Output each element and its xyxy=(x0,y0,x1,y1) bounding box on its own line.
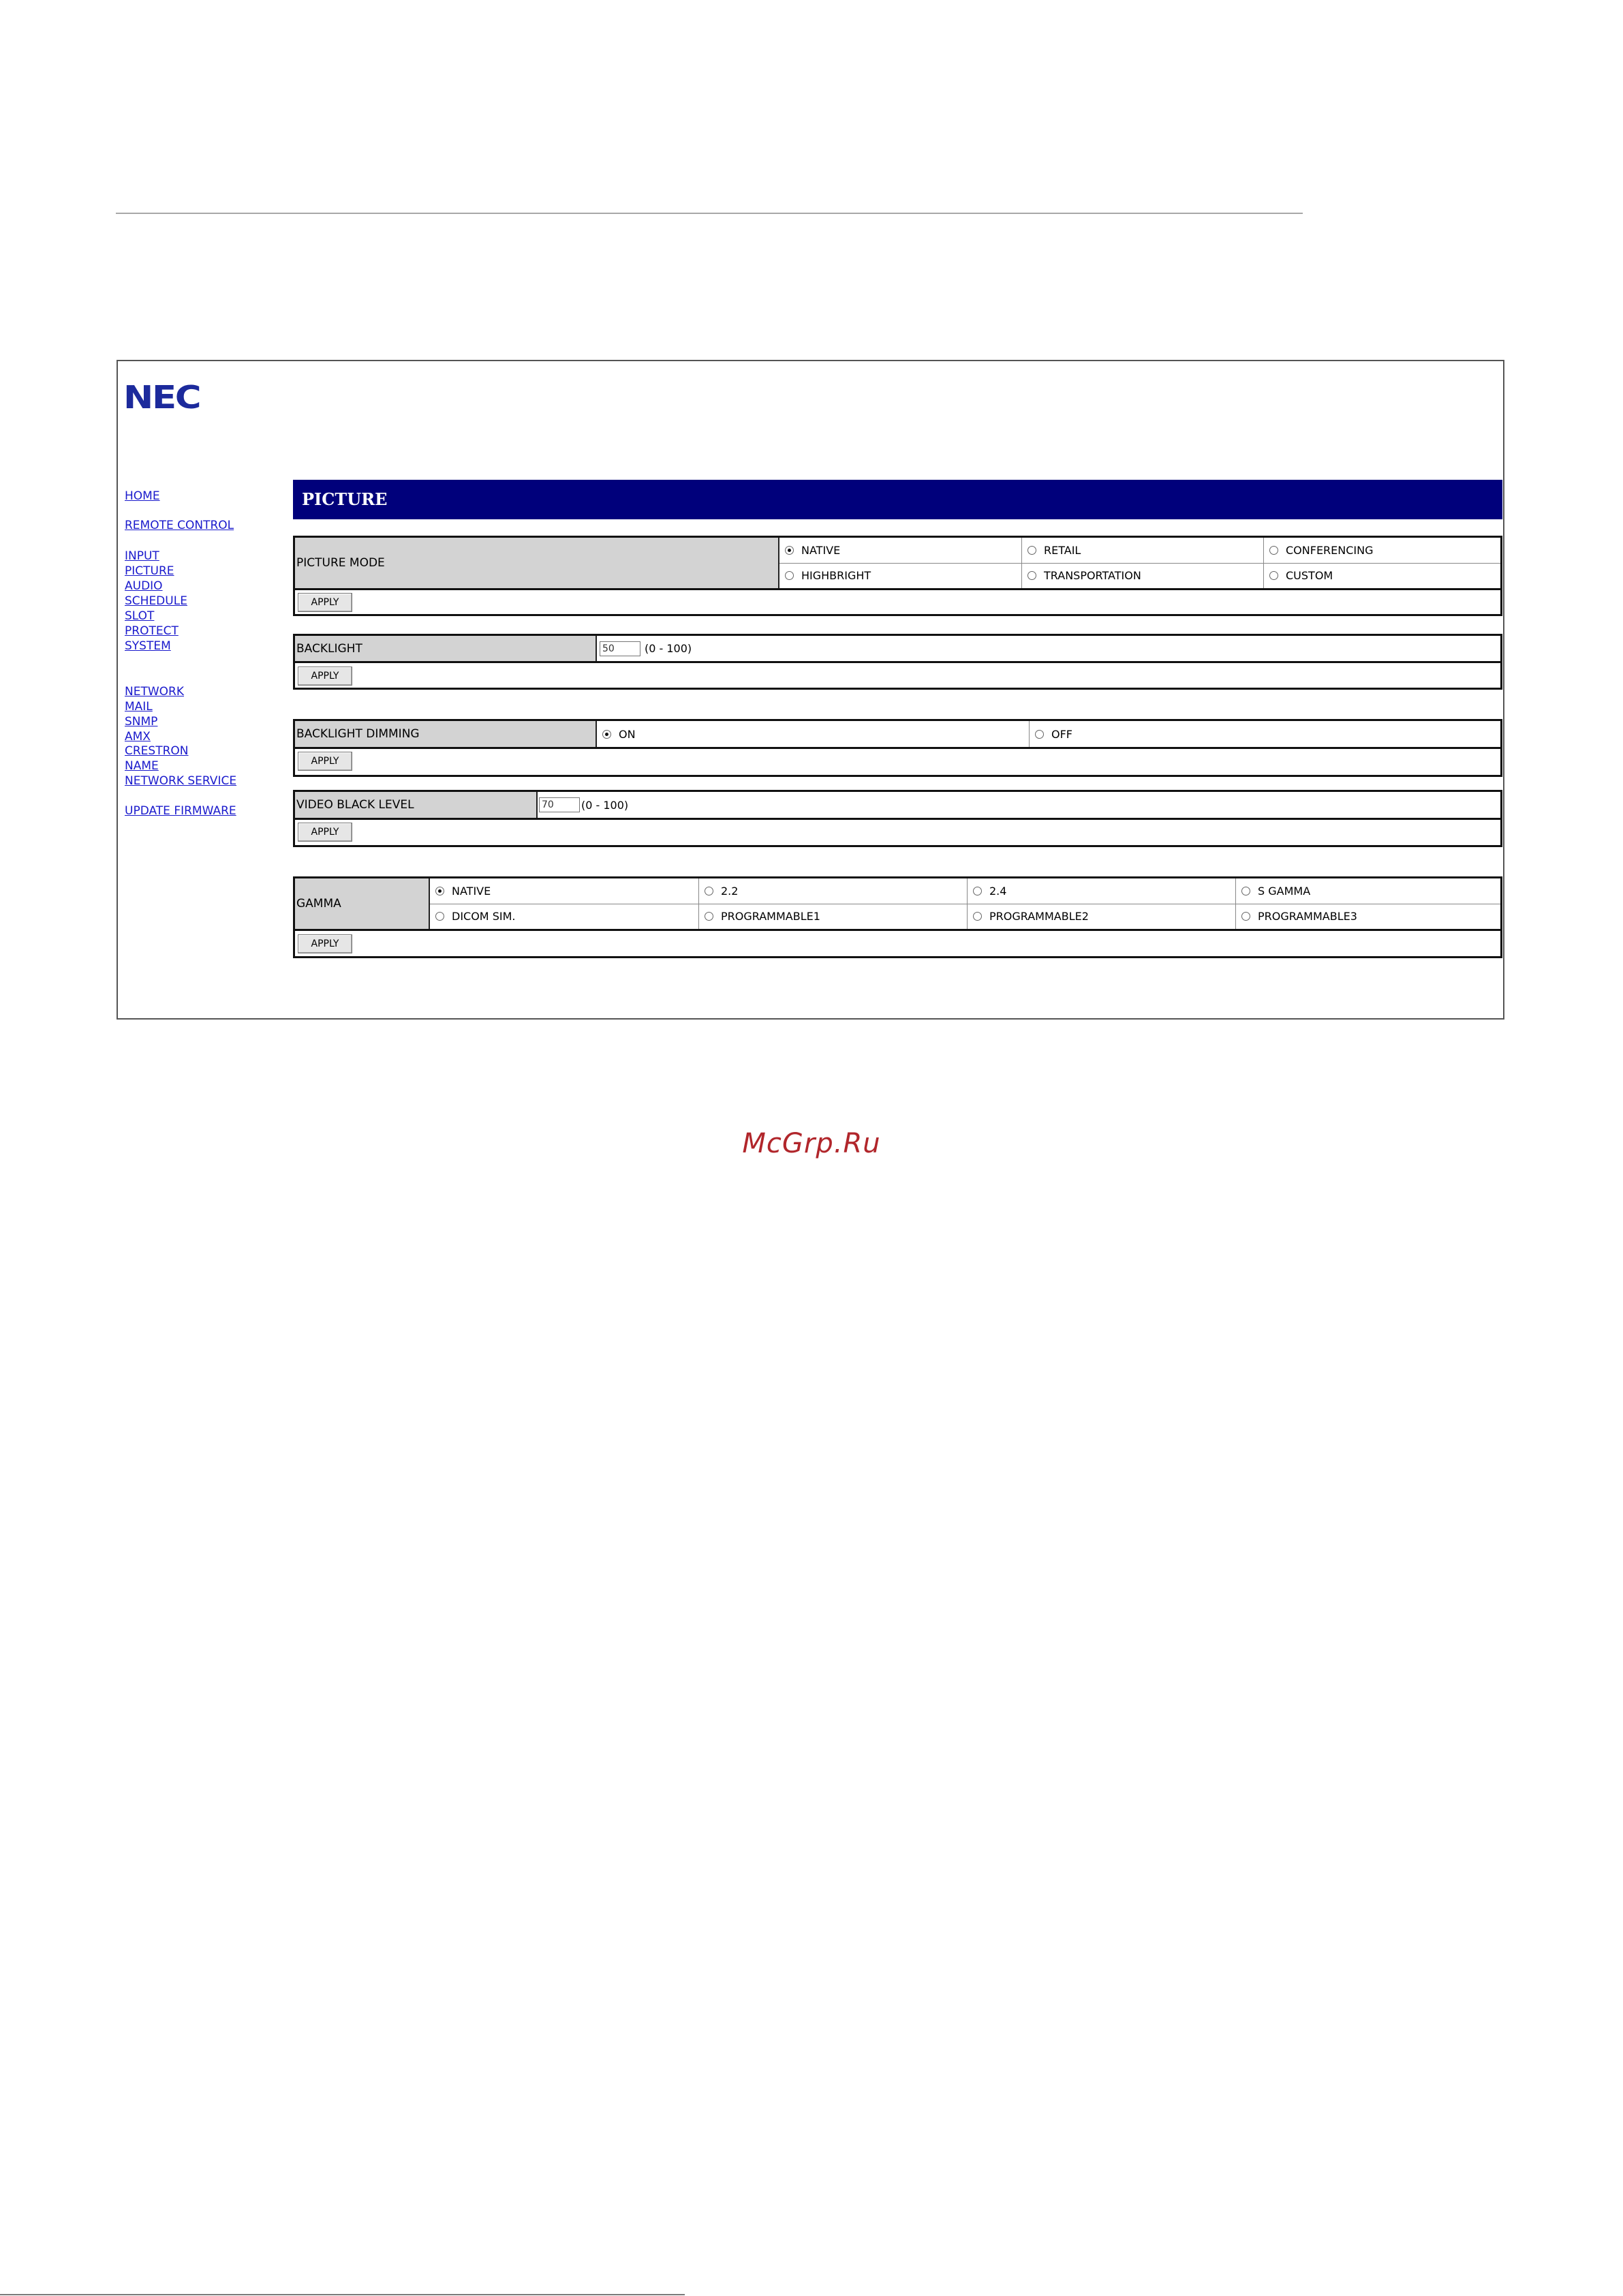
picture-mode-option-retail[interactable]: RETAIL xyxy=(1021,538,1263,563)
gamma-option-programmable3[interactable]: PROGRAMMABLE3 xyxy=(1235,904,1500,929)
backlight-range: (0 - 100) xyxy=(645,642,692,655)
backlight-value-cell xyxy=(597,636,1500,661)
nav-link-home[interactable]: HOME xyxy=(125,489,160,503)
picture-mode-label: PICTURE MODE xyxy=(295,538,779,588)
backlight-dimming-option-off[interactable]: OFF xyxy=(1029,721,1500,747)
video-black-level-apply-button[interactable]: APPLY xyxy=(298,823,352,842)
browser-frame xyxy=(117,360,1504,1020)
nav-link-input[interactable]: INPUT xyxy=(125,549,159,563)
radio-icon[interactable] xyxy=(973,887,982,896)
gamma-option-native[interactable]: NATIVE xyxy=(430,878,698,904)
radio-icon[interactable] xyxy=(785,571,794,580)
radio-icon[interactable] xyxy=(1241,887,1250,896)
picture-mode-option-custom[interactable]: CUSTOM xyxy=(1263,563,1500,588)
top-divider xyxy=(116,213,1303,214)
radio-icon[interactable] xyxy=(973,912,982,921)
video-black-level-section xyxy=(293,790,1502,847)
gamma-section xyxy=(293,876,1502,958)
nav-link-system[interactable]: SYSTEM xyxy=(125,639,171,653)
gamma-option-s-gamma[interactable]: S GAMMA xyxy=(1235,878,1500,904)
gamma-option-dicom-sim[interactable]: DICOM SIM. xyxy=(430,904,698,929)
video-black-level-input[interactable]: 70 xyxy=(539,797,580,812)
nec-logo: NEC xyxy=(123,379,200,416)
backlight-dimming-section xyxy=(293,719,1502,777)
gamma-option-2-4[interactable]: 2.4 xyxy=(967,878,1235,904)
picture-mode-option-transportation[interactable]: TRANSPORTATION xyxy=(1021,563,1263,588)
page-title: PICTURE xyxy=(293,480,1502,519)
backlight-dimming-option-on[interactable]: ON xyxy=(597,721,1029,747)
backlight-dimming-apply-button[interactable]: APPLY xyxy=(298,752,352,771)
backlight-section xyxy=(293,634,1502,690)
nav-link-network-service[interactable]: NETWORK SERVICE xyxy=(125,774,237,788)
nav-link-remote-control[interactable]: REMOTE CONTROL xyxy=(125,519,234,532)
picture-mode-section xyxy=(293,536,1502,616)
backlight-apply-button[interactable]: APPLY xyxy=(298,667,352,686)
backlight-dimming-label: BACKLIGHT DIMMING xyxy=(295,721,597,747)
radio-icon[interactable] xyxy=(1269,571,1278,580)
radio-icon[interactable] xyxy=(1241,912,1250,921)
radio-icon[interactable] xyxy=(1027,571,1036,580)
nav-link-protect[interactable]: PROTECT xyxy=(125,624,179,638)
radio-icon[interactable] xyxy=(1035,730,1044,739)
nav-link-picture[interactable]: PICTURE xyxy=(125,564,174,578)
nav-link-network[interactable]: NETWORK xyxy=(125,685,184,699)
nav-link-amx[interactable]: AMX xyxy=(125,730,151,744)
nav-link-audio[interactable]: AUDIO xyxy=(125,579,163,593)
radio-selected-icon[interactable] xyxy=(602,730,611,739)
nav-link-snmp[interactable]: SNMP xyxy=(125,715,158,729)
nav-link-mail[interactable]: MAIL xyxy=(125,700,153,714)
radio-icon[interactable] xyxy=(705,887,713,896)
bottom-divider xyxy=(0,2294,685,2295)
radio-selected-icon[interactable] xyxy=(785,546,794,555)
gamma-option-2-2[interactable]: 2.2 xyxy=(698,878,967,904)
picture-mode-apply-button[interactable]: APPLY xyxy=(298,593,352,612)
picture-mode-option-highbright[interactable]: HIGHBRIGHT xyxy=(779,563,1021,588)
gamma-label: GAMMA xyxy=(295,878,430,929)
video-black-level-label: VIDEO BLACK LEVEL xyxy=(295,792,538,818)
radio-selected-icon[interactable] xyxy=(435,887,444,896)
picture-mode-option-native[interactable]: NATIVE xyxy=(779,538,1021,563)
radio-icon[interactable] xyxy=(1027,546,1036,555)
radio-icon[interactable] xyxy=(705,912,713,921)
video-black-level-value-cell xyxy=(538,792,1500,818)
backlight-label: BACKLIGHT xyxy=(295,636,597,661)
nav-link-update-firmware[interactable]: UPDATE FIRMWARE xyxy=(125,804,236,818)
picture-mode-option-conferencing[interactable]: CONFERENCING xyxy=(1263,538,1500,563)
nav-link-crestron[interactable]: CRESTRON xyxy=(125,744,189,758)
radio-icon[interactable] xyxy=(435,912,444,921)
nav-link-name[interactable]: NAME xyxy=(125,759,159,773)
backlight-input[interactable]: 50 xyxy=(600,641,640,656)
nav-link-schedule[interactable]: SCHEDULE xyxy=(125,594,187,608)
nav-link-slot[interactable]: SLOT xyxy=(125,609,155,623)
gamma-apply-button[interactable]: APPLY xyxy=(298,934,352,953)
video-black-level-range: (0 - 100) xyxy=(581,798,629,812)
gamma-option-programmable1[interactable]: PROGRAMMABLE1 xyxy=(698,904,967,929)
watermark: McGrp.Ru xyxy=(742,1128,881,1159)
gamma-option-programmable2[interactable]: PROGRAMMABLE2 xyxy=(967,904,1235,929)
radio-icon[interactable] xyxy=(1269,546,1278,555)
